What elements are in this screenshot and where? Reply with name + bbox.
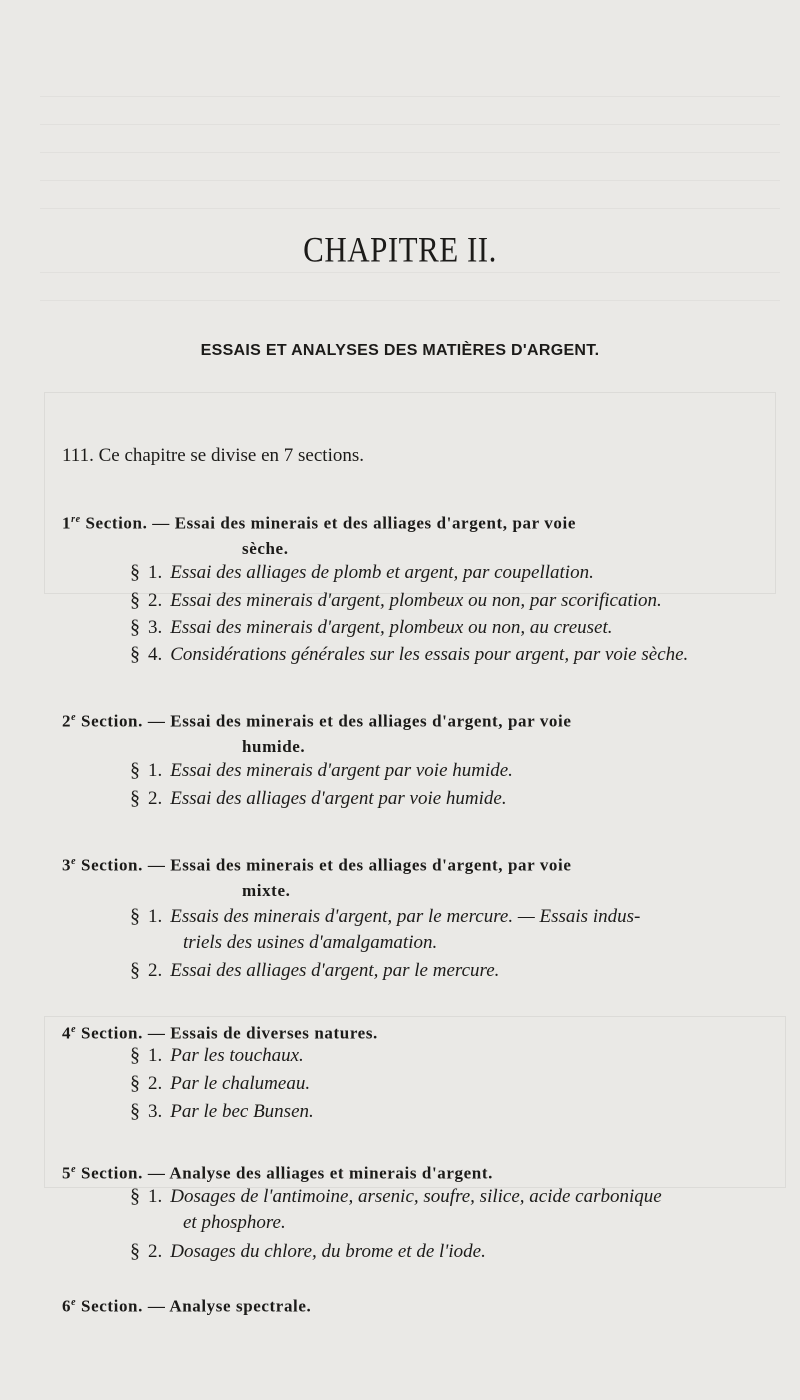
paragraph-sign: §	[130, 905, 140, 927]
item-text: Essai des minerais d'argent, plombeux ou non, par scorification.	[170, 590, 662, 611]
section-3-item-2	[130, 957, 782, 984]
item-text-continued: triels des usines d'amalgamation.	[183, 932, 438, 953]
section-title: — Analyse des alliages et minerais d'argent.	[147, 1163, 493, 1183]
item-number: 1.	[148, 906, 163, 927]
item-text: Essai des alliages d'argent par voie humide.	[170, 788, 507, 809]
item-number: 1.	[148, 1045, 163, 1066]
section-2-item-1	[130, 757, 782, 784]
item-number: 1.	[148, 760, 163, 781]
section-ordinal: 2	[62, 711, 72, 731]
section-ordinal: 5	[62, 1163, 72, 1183]
item-text: Essais des minerais d'argent, par le mercure. — Essais indus-	[170, 906, 641, 927]
section-4-item-1	[130, 1042, 782, 1069]
item-text-continued: et phosphore.	[183, 1212, 286, 1233]
item-text: Par le bec Bunsen.	[170, 1101, 314, 1122]
section-ordinal-suffix: e	[71, 1024, 77, 1035]
paragraph-sign: §	[130, 589, 140, 611]
section-label: Section.	[81, 711, 143, 731]
section-label: Section.	[81, 1023, 143, 1043]
section-title-continued: mixte.	[242, 880, 291, 900]
paragraph-sign: §	[130, 643, 140, 665]
item-number: 2.	[148, 590, 163, 611]
section-2-heading	[62, 705, 776, 759]
item-text: Essai des alliages de plomb et argent, par coupellation.	[170, 562, 594, 583]
paragraph-sign: §	[130, 1100, 140, 1122]
section-ordinal-suffix: e	[71, 856, 77, 867]
section-label: Section.	[85, 513, 148, 533]
section-6-heading	[62, 1290, 776, 1319]
section-3-item-1	[130, 903, 782, 956]
section-3-heading	[62, 849, 776, 903]
bleed-through-line	[40, 124, 780, 125]
section-1-item-2	[130, 587, 782, 614]
item-text: Considérations générales sur les essais pour argent, par voie sèche.	[170, 644, 689, 665]
item-text: Par les touchaux.	[170, 1045, 304, 1066]
item-number: 1.	[148, 1186, 163, 1207]
item-number: 2.	[148, 960, 163, 981]
section-ordinal: 1	[62, 513, 72, 533]
paragraph-sign: §	[130, 787, 140, 809]
chapter-subtitle: ESSAIS ET ANALYSES DES MATIÈRES D'ARGENT.	[200, 342, 600, 359]
paragraph-sign: §	[130, 1072, 140, 1094]
bleed-through-line	[40, 180, 780, 181]
paragraph-sign: §	[130, 616, 140, 638]
item-text: Essai des minerais d'argent, plombeux ou non, au creuset.	[170, 617, 613, 638]
chapter-title: CHAPITRE II.	[303, 229, 497, 270]
item-text: Essai des minerais d'argent par voie humide.	[170, 760, 513, 781]
item-text: Dosages de l'antimoine, arsenic, soufre, silice, acide carbonique	[170, 1186, 662, 1207]
section-ordinal-suffix: re	[71, 514, 81, 525]
paragraph-sign: §	[130, 1185, 140, 1207]
section-4-item-3	[130, 1098, 782, 1125]
paragraph-sign: §	[130, 1240, 140, 1262]
section-title-continued: sèche.	[242, 538, 289, 558]
item-number: 1.	[148, 562, 163, 583]
bleed-through-line	[40, 272, 780, 273]
section-1-item-4	[130, 641, 782, 668]
section-1-item-1	[130, 559, 782, 586]
paragraph-sign: §	[130, 561, 140, 583]
bleed-through-line	[40, 208, 780, 209]
paragraph-sign: §	[130, 959, 140, 981]
section-label: Section.	[81, 1163, 143, 1183]
section-title: — Essai des minerais et des alliages d'argent, par voie	[147, 855, 572, 875]
item-text: Essai des alliages d'argent, par le mercure.	[170, 960, 500, 981]
bleed-through-line	[40, 96, 780, 97]
bleed-through-line	[40, 300, 780, 301]
paragraph-sign: §	[130, 1044, 140, 1066]
section-5-item-2	[130, 1238, 782, 1265]
item-number: 2.	[148, 1241, 163, 1262]
item-text: Dosages du chlore, du brome et de l'iode.	[170, 1241, 486, 1262]
section-5-item-1	[130, 1183, 782, 1236]
section-5-heading	[62, 1157, 776, 1186]
section-ordinal: 4	[62, 1023, 72, 1043]
section-title: — Essais de diverses natures.	[147, 1023, 378, 1043]
section-title: — Essai des minerais et des alliages d'argent, par voie	[152, 513, 576, 533]
section-title: — Essai des minerais et des alliages d'argent, par voie	[147, 711, 572, 731]
section-ordinal: 3	[62, 855, 72, 875]
item-number: 3.	[148, 617, 163, 638]
section-ordinal-suffix: e	[71, 1297, 77, 1308]
section-label: Section.	[81, 1296, 143, 1316]
section-ordinal-suffix: e	[71, 712, 77, 723]
section-title: — Analyse spectrale.	[147, 1296, 312, 1316]
intro-paragraph: 111. Ce chapitre se divise en 7 sections.	[62, 445, 364, 466]
bleed-through-line	[40, 152, 780, 153]
section-title-continued: humide.	[242, 736, 306, 756]
item-number: 3.	[148, 1101, 163, 1122]
item-text: Par le chalumeau.	[170, 1073, 311, 1094]
paragraph-sign: §	[130, 759, 140, 781]
section-ordinal-suffix: e	[71, 1164, 77, 1175]
section-4-item-2	[130, 1070, 782, 1097]
item-number: 2.	[148, 1073, 163, 1094]
item-number: 2.	[148, 788, 163, 809]
section-1-item-3	[130, 614, 782, 641]
section-2-item-2	[130, 785, 782, 812]
section-label: Section.	[81, 855, 143, 875]
section-ordinal: 6	[62, 1296, 72, 1316]
item-number: 4.	[148, 644, 163, 665]
section-1-heading	[62, 507, 776, 561]
